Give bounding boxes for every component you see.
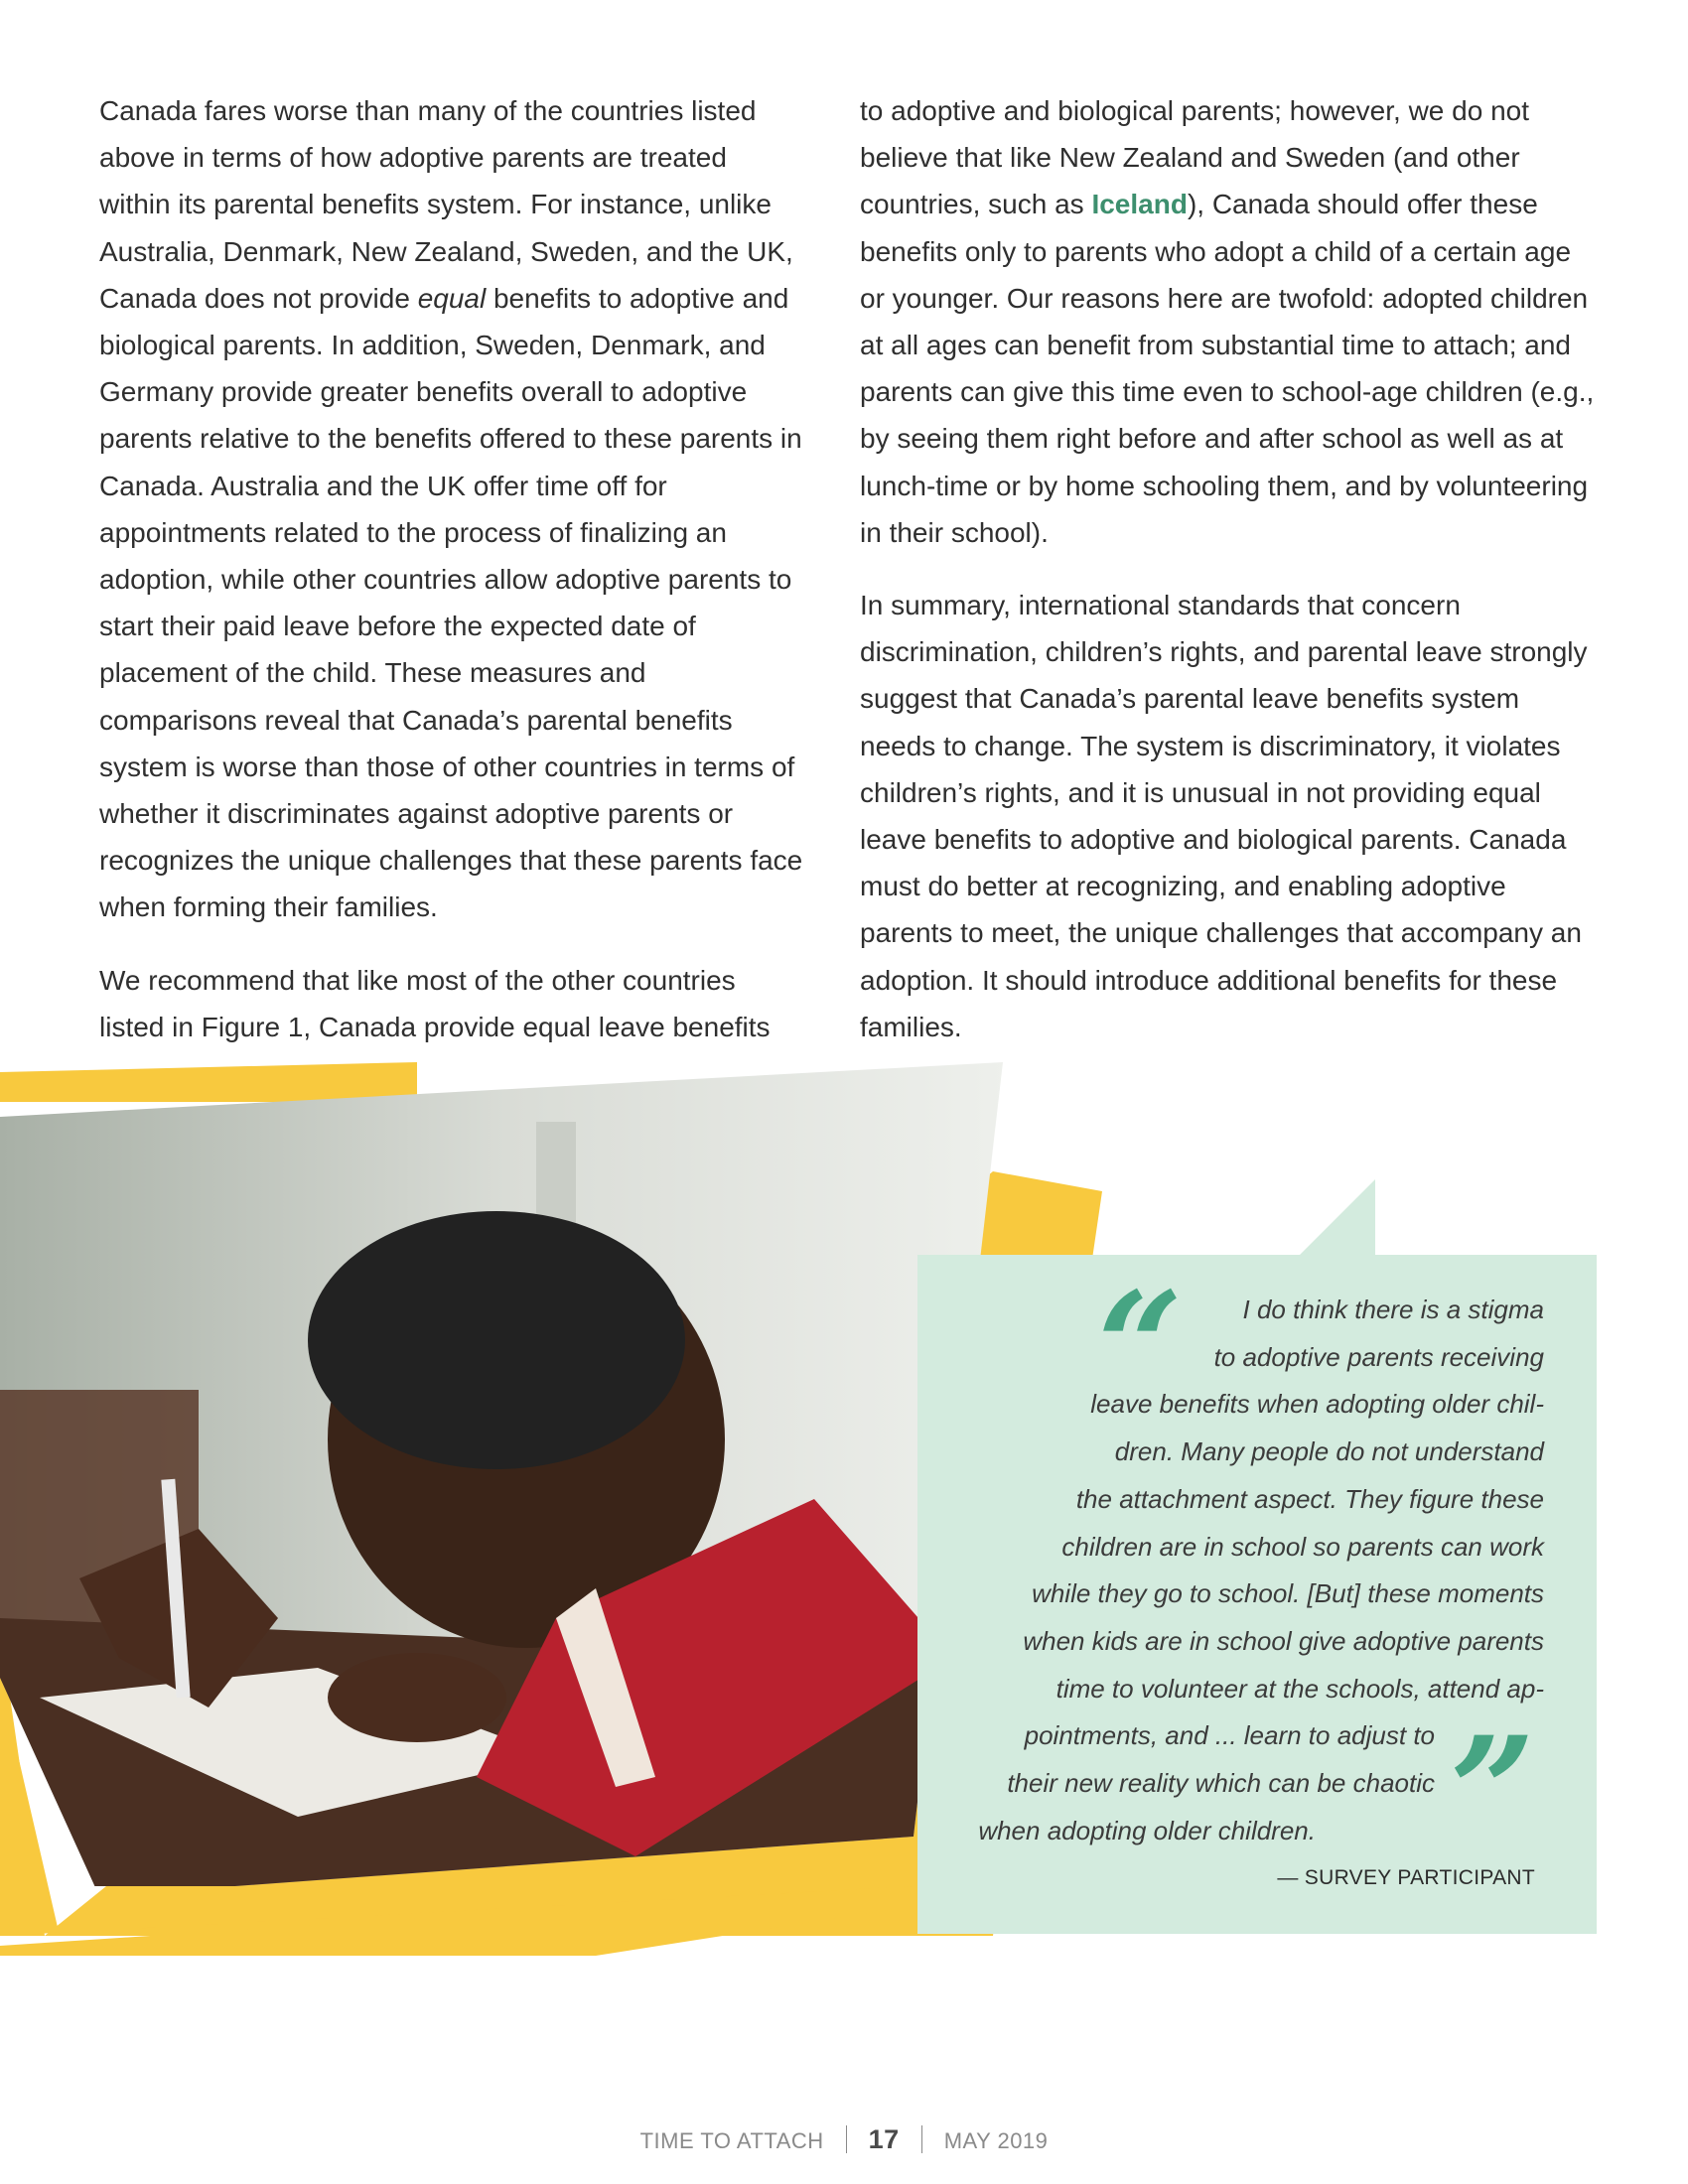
footer-date: MAY 2019 <box>943 2128 1049 2153</box>
quote-line: dren. Many people do not understand <box>1114 1436 1544 1467</box>
left-p1-text-b: benefits to adoptive and biological parents. In addition, Sweden, Denmark, and Germany provide greater benefits overall to adoptive parents relative to the benefits offered to these parents in Canada. Australia and the UK offer time off for appointments related to the process of finalizing an adoption, while other countries allow adoptive parents to start their paid leave before the expected date of placement of the child. These measures and comparisons reveal that Canada’s parental benefits system is worse than those of other countries in terms of whether it discriminates against adoptive parents or recognizes the unique challenges that these parents face when forming their families. <box>99 282 803 923</box>
quote-line: leave benefits when adopting older chil- <box>1090 1389 1544 1420</box>
left-p1-text-a: Canada fares worse than many of the countries listed above in terms of how adoptive parents are treated within its parental benefits system. For instance, unlike Australia, Denmark, New Zealand, Sweden, and the UK, Canada does not provide <box>99 95 793 314</box>
right-p1-text-a: to adoptive and biological parents; however, we do not believe that like New Zealand and Sweden (and other countries, such as <box>860 95 1530 220</box>
quote-line: to adoptive parents receiving <box>1213 1341 1544 1372</box>
quote-text <box>953 1287 1544 1854</box>
quote-line: children are in school so parents can work <box>1061 1531 1544 1562</box>
page-number: 17 <box>868 2124 900 2154</box>
quote-line: pointments, and ... learn to adjust to <box>1024 1720 1435 1751</box>
quote-line: time to volunteer at the schools, attend ap- <box>1055 1673 1544 1704</box>
right-paragraph-1 <box>860 87 1595 556</box>
iceland-link[interactable]: Iceland <box>1091 189 1188 220</box>
quote-line: when adopting older children. <box>978 1815 1316 1845</box>
footer-divider <box>846 2125 847 2153</box>
student-writing-photo <box>0 1062 1013 1886</box>
page-footer <box>0 2124 1688 2155</box>
quote-attribution: — SURVEY PARTICIPANT <box>1277 1866 1535 1889</box>
left-column <box>99 87 804 1076</box>
quote-line: their new reality which can be chaotic <box>1007 1768 1435 1799</box>
footer-divider <box>921 2125 922 2153</box>
right-column <box>860 87 1595 1076</box>
right-p1-text-b: ), Canada should offer these benefits only to parents who adopt a child of a certain age or younger. Our reasons here are twofold: adopted children at all ages can benefit from substantial time to attach; and parents can give this time even to school-age children (e.g., by seeing them right before and after school as well as at lunch-time or by home schooling them, and by volunteering in their school). <box>860 189 1595 548</box>
quote-line: I do think there is a stigma <box>1242 1295 1544 1324</box>
left-paragraph-2: We recommend that like most of the other countries listed in Figure 1, Canada provide equal leave benefits <box>99 964 771 1042</box>
quote-line: when kids are in school give adoptive parents <box>1023 1625 1544 1656</box>
footer-title: TIME TO ATTACH <box>639 2128 824 2153</box>
quote-close-icon: ” <box>1450 1705 1536 1879</box>
left-paragraph-1 <box>99 87 804 931</box>
right-paragraph-2: In summary, international standards that concern discrimination, children’s rights, and parental leave strongly suggest that Canada’s parental leave benefits system needs to change. The system is discriminatory, it violates children’s rights, and it is unusual in not providing equal leave benefits to adoptive and biological parents. Canada must do better at recognizing, and enabling adoptive parents to meet, the unique challenges that accompany an adoption. It should introduce additional benefits for these families. <box>860 590 1588 1042</box>
quote-line: while they go to school. [But] these moments <box>1032 1578 1544 1609</box>
quote-line: the attachment aspect. They figure these <box>1075 1483 1544 1514</box>
quote-open-icon: “ <box>1097 1260 1184 1434</box>
emphasis-equal: equal <box>417 282 487 314</box>
speech-tail-icon <box>1296 1179 1375 1259</box>
